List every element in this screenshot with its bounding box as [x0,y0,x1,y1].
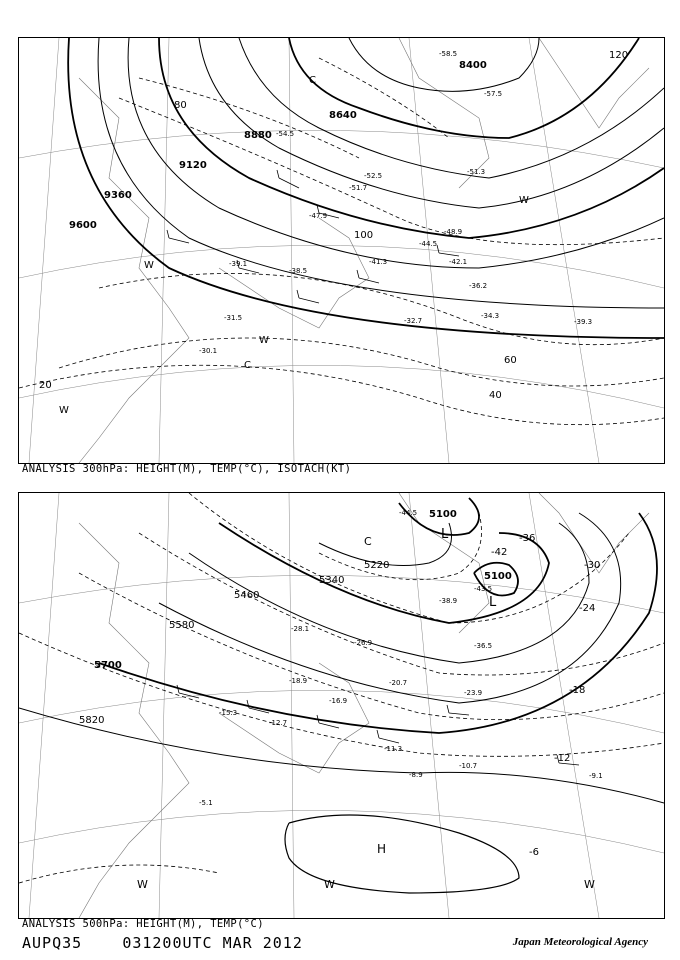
low-symbol: L [441,527,449,542]
isotach-label: 80 [174,100,187,111]
warm-symbol: W [144,260,154,271]
isotherm-label: -18 [569,685,586,696]
cold-symbol: C [309,75,316,86]
agency-name: Japan Meteorological Agency [512,936,648,948]
temp-value: -41.3 [369,258,388,266]
station-value: -38.9 [439,597,458,605]
temp-value: -32.7 [404,317,423,325]
coastline [79,38,649,463]
valid-time: 031200UTC MAR 2012 [122,934,303,952]
height-label: 8880 [244,130,272,141]
height-label: 5100 [484,571,512,582]
temp-value: -30.1 [199,347,218,355]
map-500hpa-canvas [19,493,664,918]
wind-barbs [167,170,459,303]
chart-code: AUPQ35 [22,934,83,952]
height-contours [19,498,664,893]
station-value: -44.5 [399,509,418,517]
isotherm-label: -36 [519,533,536,544]
height-label: 5220 [364,560,390,571]
warm-symbol: W [584,878,595,891]
map-500hpa [18,492,665,919]
height-label: 9600 [69,220,97,231]
coastline [79,493,649,918]
map-300hpa-canvas [19,38,664,463]
isotach-label: 40 [489,390,502,401]
pressure-symbols [137,527,595,891]
warm-symbol: W [324,878,335,891]
temp-value: -44.5 [419,240,438,248]
station-value: -36.5 [474,642,493,650]
isotach-label: 60 [504,355,517,366]
height-label: 5100 [429,509,457,520]
temp-value: -34.3 [481,312,500,320]
isotach-label: 120 [609,50,629,61]
warm-symbol: W [137,878,148,891]
low-symbol: L [489,595,497,610]
height-label: 9360 [104,190,132,201]
temp-value: -58.5 [439,50,458,58]
temp-value: -47.9 [309,212,328,220]
station-value: -12.7 [269,719,288,727]
isotherm-label: -6 [529,847,539,858]
warm-symbol: W [519,195,529,206]
station-value: -43.5 [474,585,493,593]
cold-symbol: C [244,360,251,371]
station-value: -28.1 [291,625,310,633]
station-value: -23.9 [464,689,483,697]
temp-value: -57.5 [484,90,503,98]
temp-value: -48.9 [444,228,463,236]
temp-value: -51.3 [467,168,486,176]
station-value: -18.9 [289,677,308,685]
high-symbol: H [377,842,387,856]
isotherm-label: -12 [554,753,571,764]
temperature-plots [199,50,592,355]
graticule [19,493,664,918]
temp-value: -54.5 [276,130,295,138]
temp-value: -51.7 [349,184,368,192]
station-value: -26.9 [354,639,373,647]
station-value: -20.7 [389,679,408,687]
temp-value: -36.2 [469,282,488,290]
station-value: -16.9 [329,697,348,705]
height-label: 8400 [459,60,487,71]
height-label: 9120 [179,160,207,171]
isotherm-label: -30 [584,560,601,571]
temp-value: -31.5 [224,314,243,322]
warm-symbol: W [59,405,69,416]
chart-identifier [22,934,303,952]
station-values [199,509,603,807]
height-label: 5700 [94,660,122,671]
station-value: -10.7 [459,762,478,770]
temp-value: -42.1 [449,258,468,266]
map-300hpa [18,37,665,464]
isotherm-label: -42 [491,547,508,558]
station-value: -9.1 [589,772,603,780]
isotach-label: 100 [354,230,374,241]
station-value: -8.9 [409,771,423,779]
height-label: 8640 [329,110,357,121]
height-label: 5460 [234,590,260,601]
temp-value: -39.1 [229,260,248,268]
temp-value: -39.3 [574,318,593,326]
caption-500hpa: ANALYSIS 500hPa: HEIGHT(M), TEMP(°C) [22,918,264,930]
isotherm-lines [19,493,664,883]
temp-value: -52.5 [364,172,383,180]
station-value: -11.3 [384,745,403,753]
station-value: -15.3 [219,709,238,717]
caption-300hpa: ANALYSIS 300hPa: HEIGHT(M), TEMP(°C), ISOTACH(KT) [22,463,352,475]
isotherm-label: -24 [579,603,596,614]
height-label: 5820 [79,715,105,726]
height-label: 5340 [319,575,345,586]
cold-symbol: C [364,535,372,548]
height-label: 5580 [169,620,195,631]
temp-value: -38.5 [289,267,308,275]
warm-symbol: W [259,335,269,346]
isotach-label: 20 [39,380,52,391]
height-labels [69,60,487,231]
station-value: -5.1 [199,799,213,807]
